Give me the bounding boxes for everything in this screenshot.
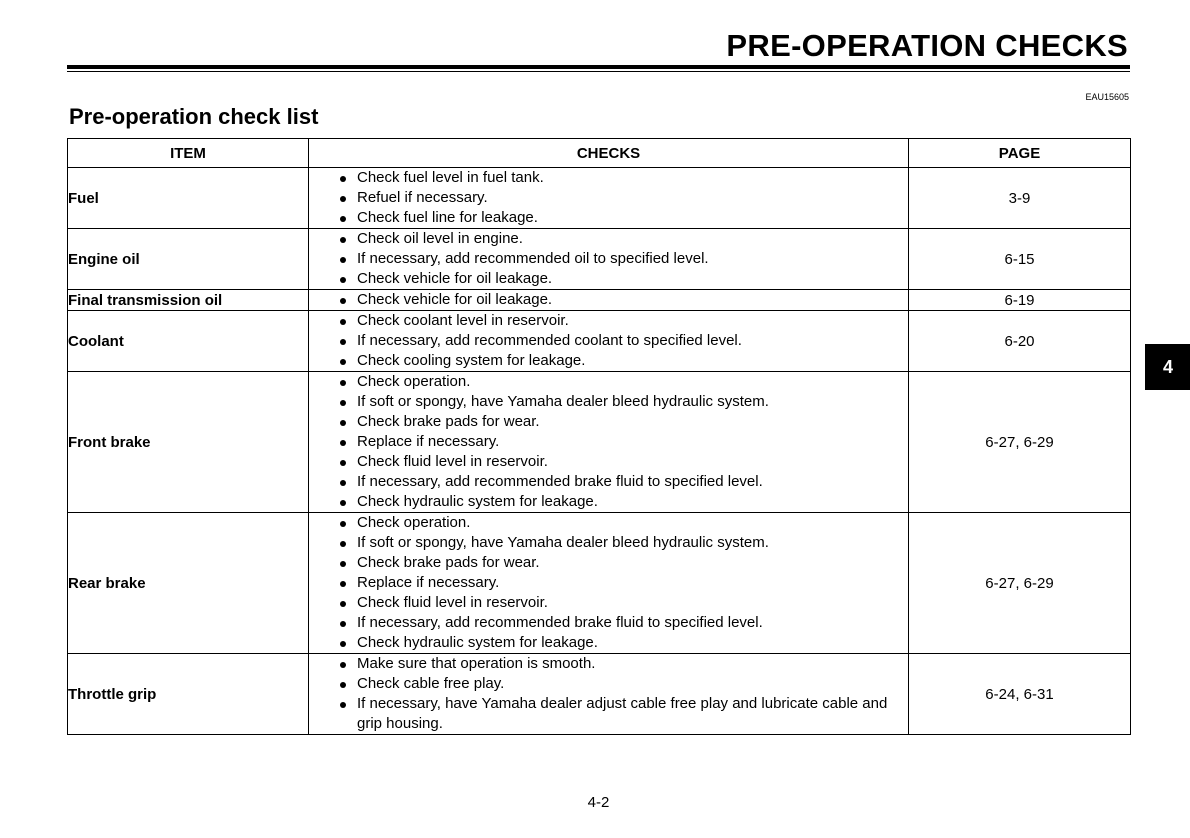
check-list — [309, 229, 908, 289]
check-item: Check hydraulic system for leakage. — [309, 492, 908, 512]
check-item: Check fluid level in reservoir. — [309, 452, 908, 472]
row-page-ref: 6-27, 6-29 — [909, 513, 1131, 654]
row-item-name: Rear brake — [68, 513, 309, 654]
check-list — [309, 654, 908, 734]
check-item: If soft or spongy, have Yamaha dealer bleed hydraulic system. — [309, 392, 908, 412]
column-header-page: PAGE — [909, 139, 1131, 168]
check-item: Check cable free play. — [309, 674, 908, 694]
check-item: Replace if necessary. — [309, 432, 908, 452]
table-row — [68, 372, 1131, 513]
row-page-ref: 6-27, 6-29 — [909, 372, 1131, 513]
row-checks-cell — [309, 513, 909, 654]
table-row — [68, 168, 1131, 229]
check-item: Check fuel line for leakage. — [309, 208, 908, 228]
check-item: Refuel if necessary. — [309, 188, 908, 208]
chapter-tab: 4 — [1145, 344, 1190, 390]
check-item: Check oil level in engine. — [309, 229, 908, 249]
table-row — [68, 513, 1131, 654]
check-item: Check brake pads for wear. — [309, 412, 908, 432]
row-checks-cell — [309, 290, 909, 311]
check-list — [309, 372, 908, 512]
table-row — [68, 290, 1131, 311]
header-rule-thick — [67, 65, 1130, 69]
check-item: If necessary, have Yamaha dealer adjust cable free play and lubricate cable and grip housing. — [309, 694, 908, 734]
column-header-item: ITEM — [68, 139, 309, 168]
row-page-ref: 3-9 — [909, 168, 1131, 229]
check-list — [309, 513, 908, 653]
table-row — [68, 229, 1131, 290]
check-list — [309, 168, 908, 228]
check-item: If necessary, add recommended brake fluid to specified level. — [309, 613, 908, 633]
table-header-row — [68, 139, 1131, 168]
check-list-table — [67, 138, 1131, 735]
page-number: 4-2 — [587, 794, 610, 811]
row-page-ref: 6-19 — [909, 290, 1131, 311]
row-checks-cell — [309, 229, 909, 290]
row-page-ref: 6-24, 6-31 — [909, 654, 1131, 735]
check-item: If necessary, add recommended coolant to specified level. — [309, 331, 908, 351]
row-item-name: Front brake — [68, 372, 309, 513]
check-item: If necessary, add recommended oil to specified level. — [309, 249, 908, 269]
check-item: Check hydraulic system for leakage. — [309, 633, 908, 653]
section-title: Pre-operation check list — [69, 104, 319, 129]
row-item-name: Final transmission oil — [68, 290, 309, 311]
check-item: Check coolant level in reservoir. — [309, 311, 908, 331]
check-item: Replace if necessary. — [309, 573, 908, 593]
check-item: Check operation. — [309, 372, 908, 392]
row-page-ref: 6-20 — [909, 311, 1131, 372]
row-checks-cell — [309, 372, 909, 513]
check-list — [309, 290, 908, 310]
chapter-title: PRE-OPERATION CHECKS — [726, 28, 1128, 63]
check-item: Check fluid level in reservoir. — [309, 593, 908, 613]
row-page-ref: 6-15 — [909, 229, 1131, 290]
row-checks-cell — [309, 311, 909, 372]
check-list — [309, 311, 908, 371]
check-item: Check cooling system for leakage. — [309, 351, 908, 371]
check-item: Check vehicle for oil leakage. — [309, 290, 908, 310]
check-item: Check fuel level in fuel tank. — [309, 168, 908, 188]
check-item: Make sure that operation is smooth. — [309, 654, 908, 674]
row-checks-cell — [309, 654, 909, 735]
check-item: Check operation. — [309, 513, 908, 533]
row-item-name: Fuel — [68, 168, 309, 229]
header-rule-thin — [67, 71, 1130, 72]
check-item: Check brake pads for wear. — [309, 553, 908, 573]
document-code: EAU15605 — [1085, 92, 1129, 102]
row-checks-cell — [309, 168, 909, 229]
table-row — [68, 311, 1131, 372]
row-item-name: Coolant — [68, 311, 309, 372]
row-item-name: Engine oil — [68, 229, 309, 290]
column-header-checks: CHECKS — [309, 139, 909, 168]
check-item: Check vehicle for oil leakage. — [309, 269, 908, 289]
check-item: If soft or spongy, have Yamaha dealer bleed hydraulic system. — [309, 533, 908, 553]
check-item: If necessary, add recommended brake fluid to specified level. — [309, 472, 908, 492]
row-item-name: Throttle grip — [68, 654, 309, 735]
table-row — [68, 654, 1131, 735]
